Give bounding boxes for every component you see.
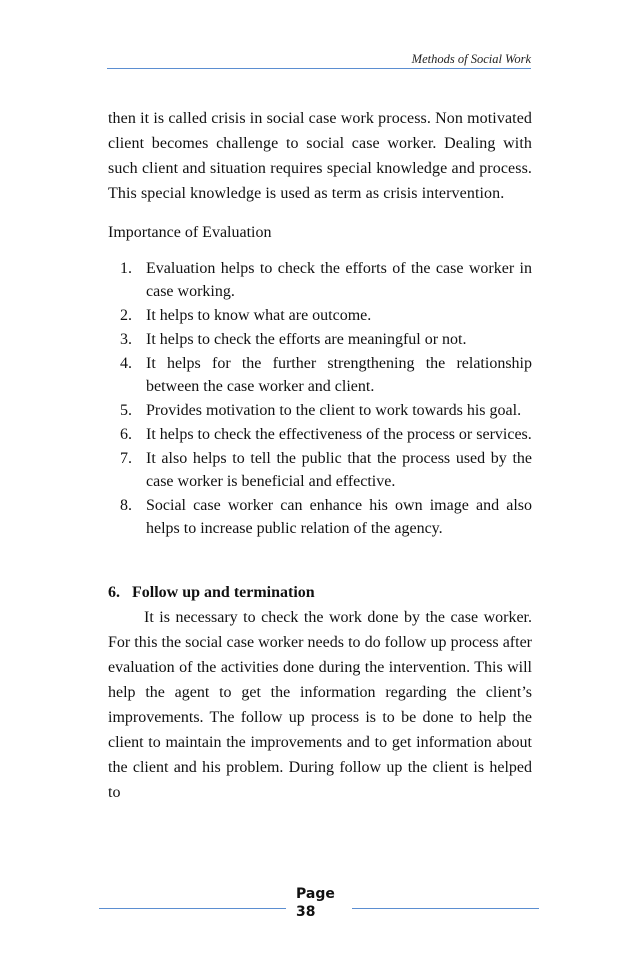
page-label: Page — [296, 886, 335, 902]
list-item — [120, 494, 532, 540]
list-item-number: 3. — [120, 331, 132, 348]
list-item-number: 6. — [120, 426, 132, 443]
list-item-number: 2. — [120, 307, 132, 324]
page-number-block — [296, 885, 346, 921]
running-header: Methods of Social Work — [411, 52, 531, 66]
page-body — [108, 106, 532, 805]
list-item-number: 5. — [120, 402, 132, 419]
list-item-text: It also helps to tell the public that the process used by the case worker is beneficial and effective. — [146, 450, 532, 490]
list-item — [120, 447, 532, 493]
intro-paragraph: then it is called crisis in social case work process. Non motivated client becomes challenge to social case worker. Dealing with such client and situation requires special knowledge and process. This special knowledge is used as term as crisis intervention. — [108, 110, 532, 202]
section-number: 6. — [108, 584, 120, 601]
list-item-number: 8. — [120, 497, 132, 514]
section-paragraph: It is necessary to check the work done by the case worker. For this the social case worker needs to do follow up process after evaluation of the activities done during the intervention. This will help the agent to get the information regarding the client’s improvements. The follow up process is to be done to help the client to maintain the improvements and to get information about the client and his problem. During follow up the client is helped to — [108, 609, 532, 801]
evaluation-heading: Importance of Evaluation — [108, 224, 272, 241]
list-item-number: 4. — [120, 355, 132, 372]
evaluation-list — [108, 257, 532, 540]
footer-rule-right — [352, 908, 539, 909]
list-item-text: It helps to know what are outcome. — [146, 307, 372, 324]
footer-rule-left — [99, 908, 286, 909]
list-item-text: It helps for the further strengthening the relationship between the case worker and client. — [146, 355, 532, 395]
list-item — [120, 352, 532, 398]
list-item-text: Evaluation helps to check the efforts of the case worker in case working. — [146, 260, 532, 300]
list-item — [120, 257, 532, 303]
header-rule — [107, 68, 531, 69]
list-item-text: It helps to check the efforts are meaningful or not. — [146, 331, 467, 348]
section-title: Follow up and termination — [132, 584, 315, 601]
list-item — [120, 304, 532, 327]
list-item-text: It helps to check the effectiveness of the process or services. — [146, 426, 532, 443]
list-item — [120, 328, 532, 351]
list-item-text: Social case worker can enhance his own image and also helps to increase public relation of the agency. — [146, 497, 532, 537]
list-item-number: 1. — [120, 260, 132, 277]
list-item — [120, 399, 532, 422]
list-item-number: 7. — [120, 450, 132, 467]
list-item-text: Provides motivation to the client to work towards his goal. — [146, 402, 522, 419]
list-item — [120, 423, 532, 446]
section-heading — [108, 580, 532, 605]
page-number: 38 — [296, 904, 316, 920]
